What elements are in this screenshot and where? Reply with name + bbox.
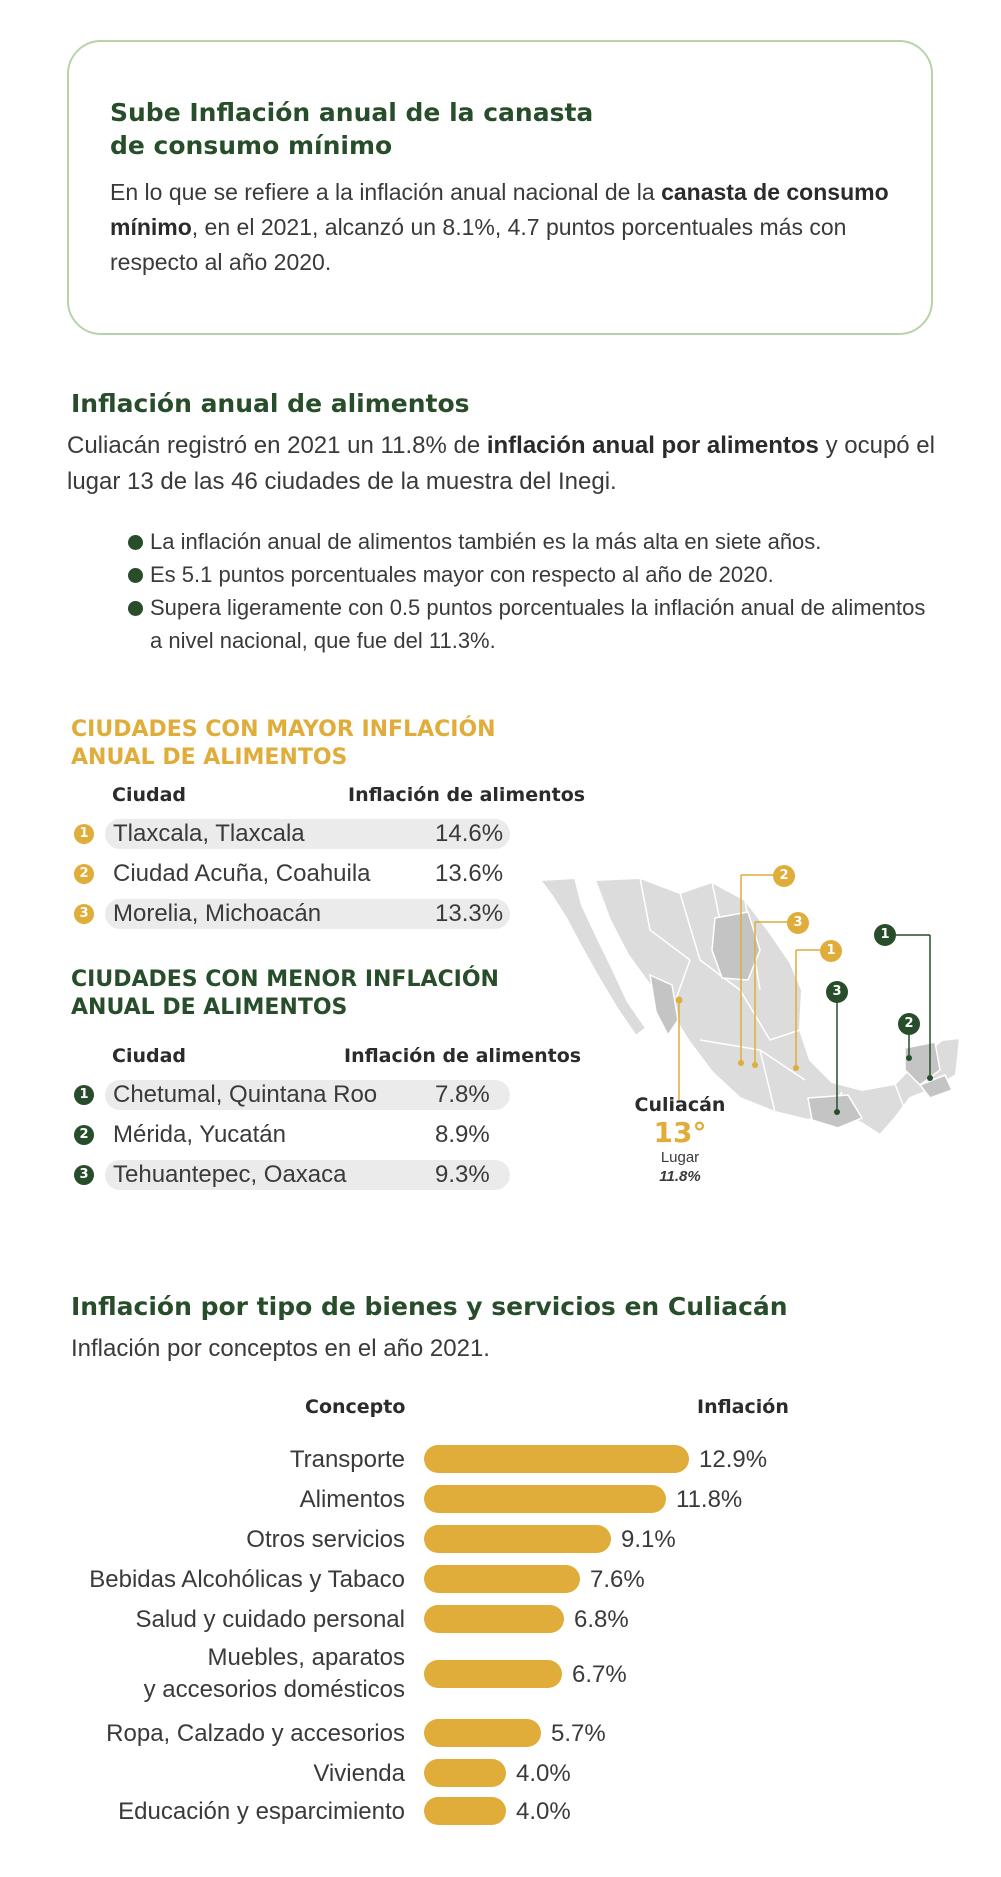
goods-section-title: Inflación por tipo de bienes y servicios en Culiacán <box>71 1292 788 1321</box>
map-marker-gold: 2 <box>773 865 795 887</box>
bullet-text: La inflación anual de alimentos también es la más alta en siete años. <box>150 529 822 554</box>
bullet-text: Es 5.1 puntos porcentuales mayor con respecto al año de 2020. <box>150 562 774 587</box>
bar <box>424 1605 564 1633</box>
city-value: 8.9% <box>435 1121 490 1148</box>
marker-dot-gold <box>738 1060 744 1066</box>
bar-category-label: Educación y esparcimiento <box>118 1798 405 1825</box>
map-marker-green: 2 <box>898 1013 920 1035</box>
bar-category-label: Salud y cuidado personal <box>135 1606 405 1633</box>
lowest-col-value: Inflación de alimentos <box>344 1045 582 1067</box>
bullet-dot <box>128 601 143 616</box>
city-name: Mérida, Yucatán <box>113 1121 287 1148</box>
bar-category-label: Ropa, Calzado y accesorios <box>106 1720 405 1747</box>
bar-value-label: 11.8% <box>676 1486 743 1513</box>
marker-dot-gold <box>752 1062 758 1068</box>
goods-col-value: Inflación <box>697 1396 789 1418</box>
bullet-dot <box>128 535 143 550</box>
city-name: Ciudad Acuña, Coahuila <box>113 860 371 887</box>
bar-category-label: Otros servicios <box>246 1526 405 1553</box>
city-value: 14.6% <box>435 820 504 847</box>
bar-category-label: Vivienda <box>313 1760 405 1787</box>
bullet-item <box>128 558 928 591</box>
highest-col-city: Ciudad <box>112 784 187 806</box>
map-marker-green: 1 <box>874 924 896 946</box>
rank-city: Culiacán <box>634 1094 726 1116</box>
bullet-text: Supera ligeramente con 0.5 puntos porcentuales la inflación anual de alimentos a nivel nacional, que fue del 11.3%. <box>150 595 926 653</box>
highest-col-value: Inflación de alimentos <box>348 784 586 806</box>
food-bullet-list <box>128 525 928 657</box>
bullet-item <box>128 591 928 657</box>
map-marker-gold: 1 <box>820 940 842 962</box>
rank-label: Lugar <box>660 1149 700 1166</box>
map-marker-green: 3 <box>826 981 848 1003</box>
culiacan-dot <box>676 997 683 1004</box>
marker-dot-gold <box>793 1065 799 1071</box>
map-marker-gold: 3 <box>787 912 809 934</box>
food-section-title: Inflación anual de alimentos <box>71 389 470 418</box>
marker-dot-green <box>906 1055 912 1061</box>
summary-text-part-2: , en el 2021, alcanzó un 8.1%, 4.7 puntos porcentuales más con respecto al año 2020. <box>110 214 847 275</box>
rank-badge: 2 <box>74 1125 94 1145</box>
food-text-bold: inflación anual por alimentos <box>486 432 819 459</box>
rank-badge: 3 <box>74 904 94 924</box>
mexico-map <box>535 865 965 1150</box>
bullet-item <box>128 525 928 558</box>
marker-dot-green <box>834 1109 840 1115</box>
goods-section-subtitle: Inflación por conceptos en el año 2021. <box>71 1335 490 1362</box>
bar-value-label: 6.7% <box>572 1661 627 1688</box>
rank-value: 11.8% <box>659 1168 701 1185</box>
city-name: Chetumal, Quintana Roo <box>113 1081 378 1108</box>
bar-category-label: Transporte <box>289 1446 405 1473</box>
bar-category-label: Bebidas Alcohólicas y Tabaco <box>89 1566 405 1593</box>
bar <box>424 1797 506 1825</box>
summary-card-text <box>110 175 900 280</box>
city-value: 7.8% <box>435 1081 490 1108</box>
city-value: 9.3% <box>435 1161 490 1188</box>
culiacan-rank-card <box>620 1093 740 1187</box>
bar <box>424 1759 506 1787</box>
bar <box>424 1445 689 1473</box>
bar-category-label: Muebles, aparatos y accesorios domésticos <box>143 1644 405 1703</box>
city-name: Tehuantepec, Oaxaca <box>113 1161 347 1188</box>
bar-value-label: 9.1% <box>621 1526 676 1553</box>
highest-table-title: CIUDADES CON MAYOR INFLACIÓN ANUAL DE ALIMENTOS <box>71 717 496 770</box>
goods-col-concept: Concepto <box>305 1396 406 1418</box>
bar-value-label: 7.6% <box>590 1566 645 1593</box>
city-value: 13.3% <box>435 900 504 927</box>
marker-dot-green <box>927 1075 933 1081</box>
rank-badge: 1 <box>74 1085 94 1105</box>
bar <box>424 1565 580 1593</box>
bar-value-label: 4.0% <box>516 1760 571 1787</box>
summary-text-bold: canasta de consumo mínimo <box>110 179 889 240</box>
rank-badge: 2 <box>74 864 94 884</box>
rank-badge: 3 <box>74 1165 94 1185</box>
lowest-table-title: CIUDADES CON MENOR INFLACIÓN ANUAL DE ALIMENTOS <box>71 967 499 1020</box>
bullet-dot <box>128 568 143 583</box>
lowest-col-city: Ciudad <box>112 1045 187 1067</box>
bar <box>424 1525 611 1553</box>
summary-text-part-1: En lo que se refiere a la inflación anual nacional de la <box>110 179 662 205</box>
bar <box>424 1660 562 1688</box>
bar <box>424 1485 666 1513</box>
rank-position: 13° <box>653 1116 707 1149</box>
bar-value-label: 12.9% <box>699 1446 768 1473</box>
rank-badge: 1 <box>74 824 94 844</box>
bar-value-label: 5.7% <box>551 1720 606 1747</box>
food-text-part-1: Culiacán registró en 2021 un 11.8% de <box>67 432 487 459</box>
food-text-part-2: y ocupó el lugar 13 de las 46 ciudades de la muestra del Inegi. <box>67 432 935 495</box>
city-name: Morelia, Michoacán <box>113 900 322 927</box>
bar-value-label: 4.0% <box>516 1798 571 1825</box>
food-section-text <box>67 428 947 500</box>
summary-card-title: Sube Inflación anual de la canasta de consumo mínimo <box>110 98 594 160</box>
bar <box>424 1719 541 1747</box>
city-name: Tlaxcala, Tlaxcala <box>113 820 305 847</box>
city-value: 13.6% <box>435 860 504 887</box>
bar-value-label: 6.8% <box>574 1606 629 1633</box>
bar-category-label: Alimentos <box>299 1486 405 1513</box>
